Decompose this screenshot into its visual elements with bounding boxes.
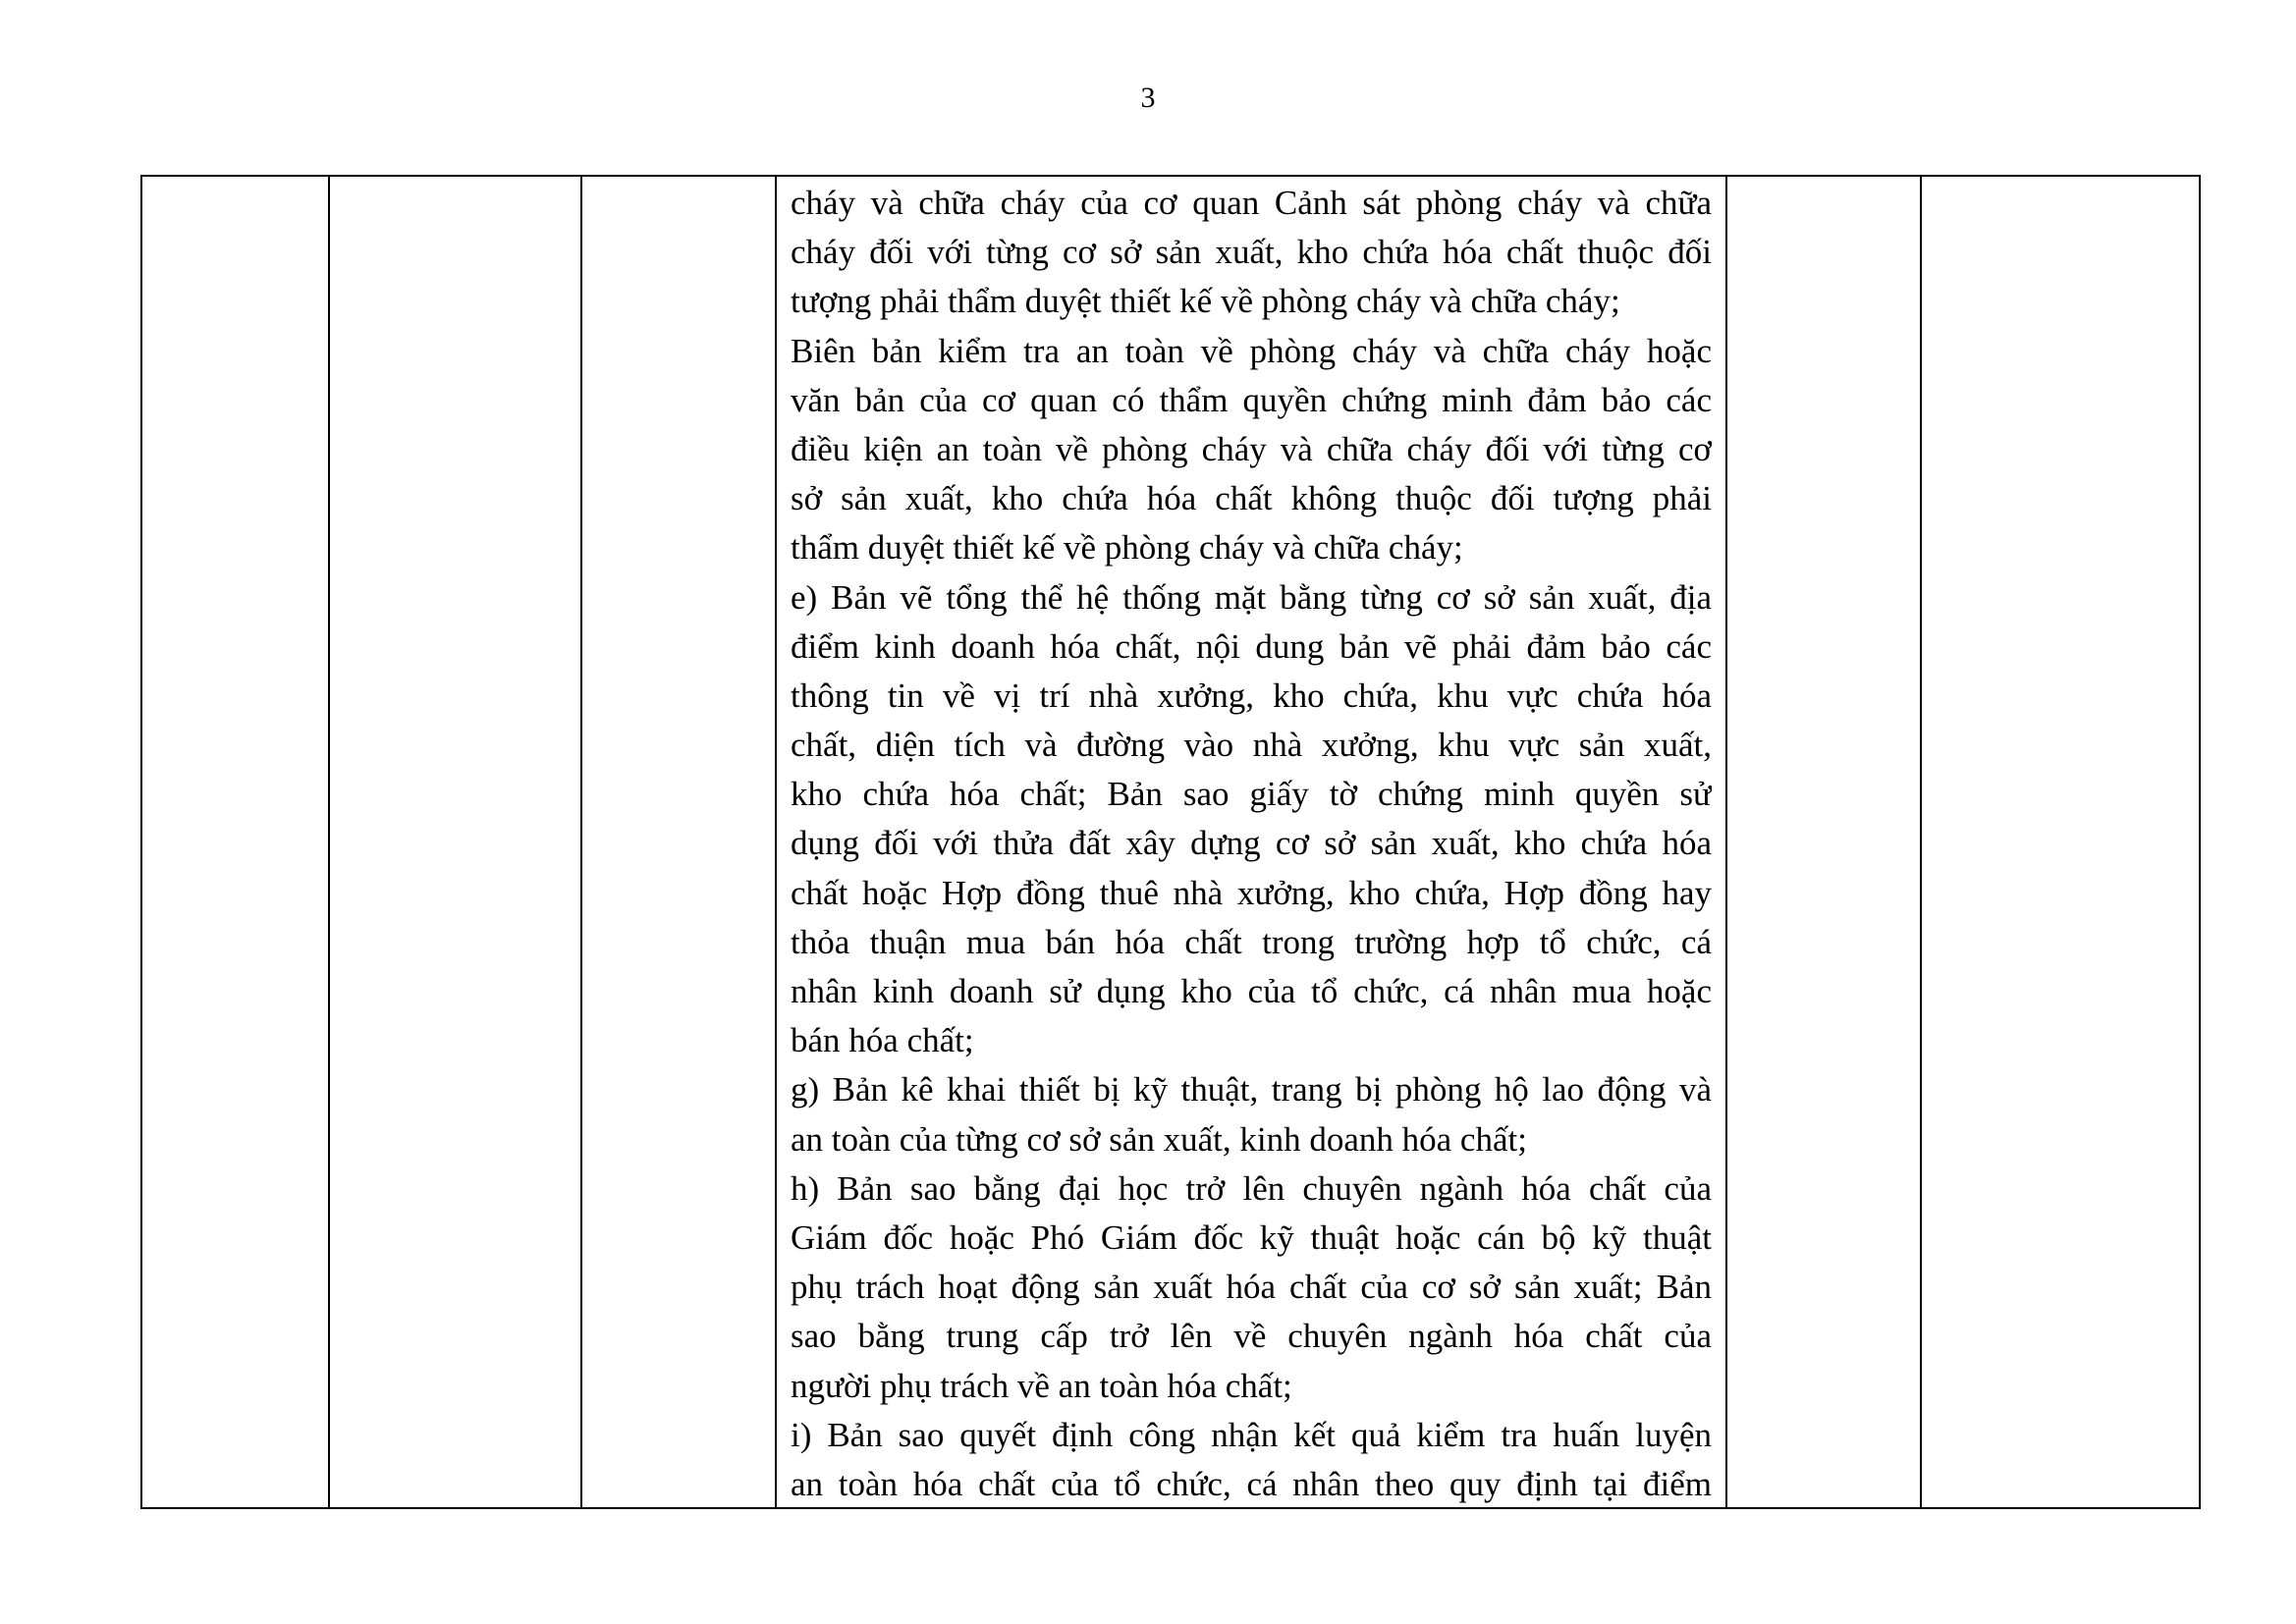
- table-cell-col-5: [1726, 176, 1921, 1508]
- text-line: điểm kinh doanh hóa chất, nội dung bản vẽ phải đảm bảo các: [791, 626, 1712, 666]
- text-line: điều kiện an toàn về phòng cháy và chữa cháy đối với từng cơ: [791, 429, 1712, 468]
- text-line: sở sản xuất, kho chứa hóa chất không thuộc đối tượng phải: [791, 479, 1712, 518]
- document-table: [140, 175, 2201, 1509]
- table-cell-col-2: [329, 176, 581, 1508]
- text-line: tượng phải thẩm duyệt thiết kế về phòng cháy và chữa cháy;: [791, 282, 1620, 321]
- text-line: phụ trách hoạt động sản xuất hóa chất của cơ sở sản xuất; Bản: [791, 1268, 1712, 1307]
- text-line: chất, diện tích và đường vào nhà xưởng, khu vực sản xuất,: [791, 726, 1712, 765]
- page-number: 3: [1140, 81, 1156, 114]
- table-cell-col-3: [581, 176, 776, 1508]
- text-line: thông tin về vị trí nhà xưởng, kho chứa, khu vực chứa hóa: [791, 676, 1712, 715]
- text-line: g) Bản kê khai thiết bị kỹ thuật, trang bị phòng hộ lao động và: [791, 1070, 1712, 1110]
- text-line: chất hoặc Hợp đồng thuê nhà xưởng, kho chứa, Hợp đồng hay: [791, 873, 1712, 912]
- text-line: văn bản của cơ quan có thẩm quyền chứng minh đảm bảo các: [791, 380, 1712, 419]
- text-line: cháy và chữa cháy của cơ quan Cảnh sát phòng cháy và chữa: [791, 184, 1712, 222]
- text-line: người phụ trách về an toàn hóa chất;: [791, 1366, 1292, 1405]
- text-line: sao bằng trung cấp trở lên về chuyên ngành hóa chất của: [791, 1317, 1712, 1356]
- text-line: nhân kinh doanh sử dụng kho của tổ chức, cá nhân mua hoặc: [791, 972, 1712, 1010]
- content-text-block: [777, 177, 1725, 1507]
- text-line: thẩm duyệt thiết kế về phòng cháy và chữa cháy;: [791, 528, 1463, 568]
- text-line: dụng đối với thửa đất xây dựng cơ sở sản xuất, kho chứa hóa: [791, 824, 1712, 863]
- table-row: [141, 176, 2200, 1508]
- table-cell-col-1: [141, 176, 329, 1508]
- text-line: an toàn của từng cơ sở sản xuất, kinh doanh hóa chất;: [791, 1119, 1527, 1159]
- text-line: thỏa thuận mua bán hóa chất trong trường hợp tổ chức, cá: [791, 922, 1712, 961]
- text-line: e) Bản vẽ tổng thể hệ thống mặt bằng từng cơ sở sản xuất, địa: [791, 577, 1712, 617]
- table-cell-content: [776, 176, 1726, 1508]
- text-line: kho chứa hóa chất; Bản sao giấy tờ chứng minh quyền sử: [791, 775, 1712, 814]
- text-line: Giám đốc hoặc Phó Giám đốc kỹ thuật hoặc cán bộ kỹ thuật: [791, 1218, 1712, 1257]
- text-line: h) Bản sao bằng đại học trở lên chuyên ngành hóa chất của: [791, 1168, 1712, 1208]
- text-line: Biên bản kiểm tra an toàn về phòng cháy và chữa cháy hoặc: [791, 331, 1712, 370]
- text-line: i) Bản sao quyết định công nhận kết quả kiểm tra huấn luyện: [791, 1415, 1712, 1454]
- table-cell-col-6: [1921, 176, 2200, 1508]
- text-line: an toàn hóa chất của tổ chức, cá nhân theo quy định tại điểm: [791, 1464, 1712, 1503]
- text-line: cháy đối với từng cơ sở sản xuất, kho chứa hóa chất thuộc đối: [791, 233, 1712, 272]
- text-line: bán hóa chất;: [791, 1021, 974, 1060]
